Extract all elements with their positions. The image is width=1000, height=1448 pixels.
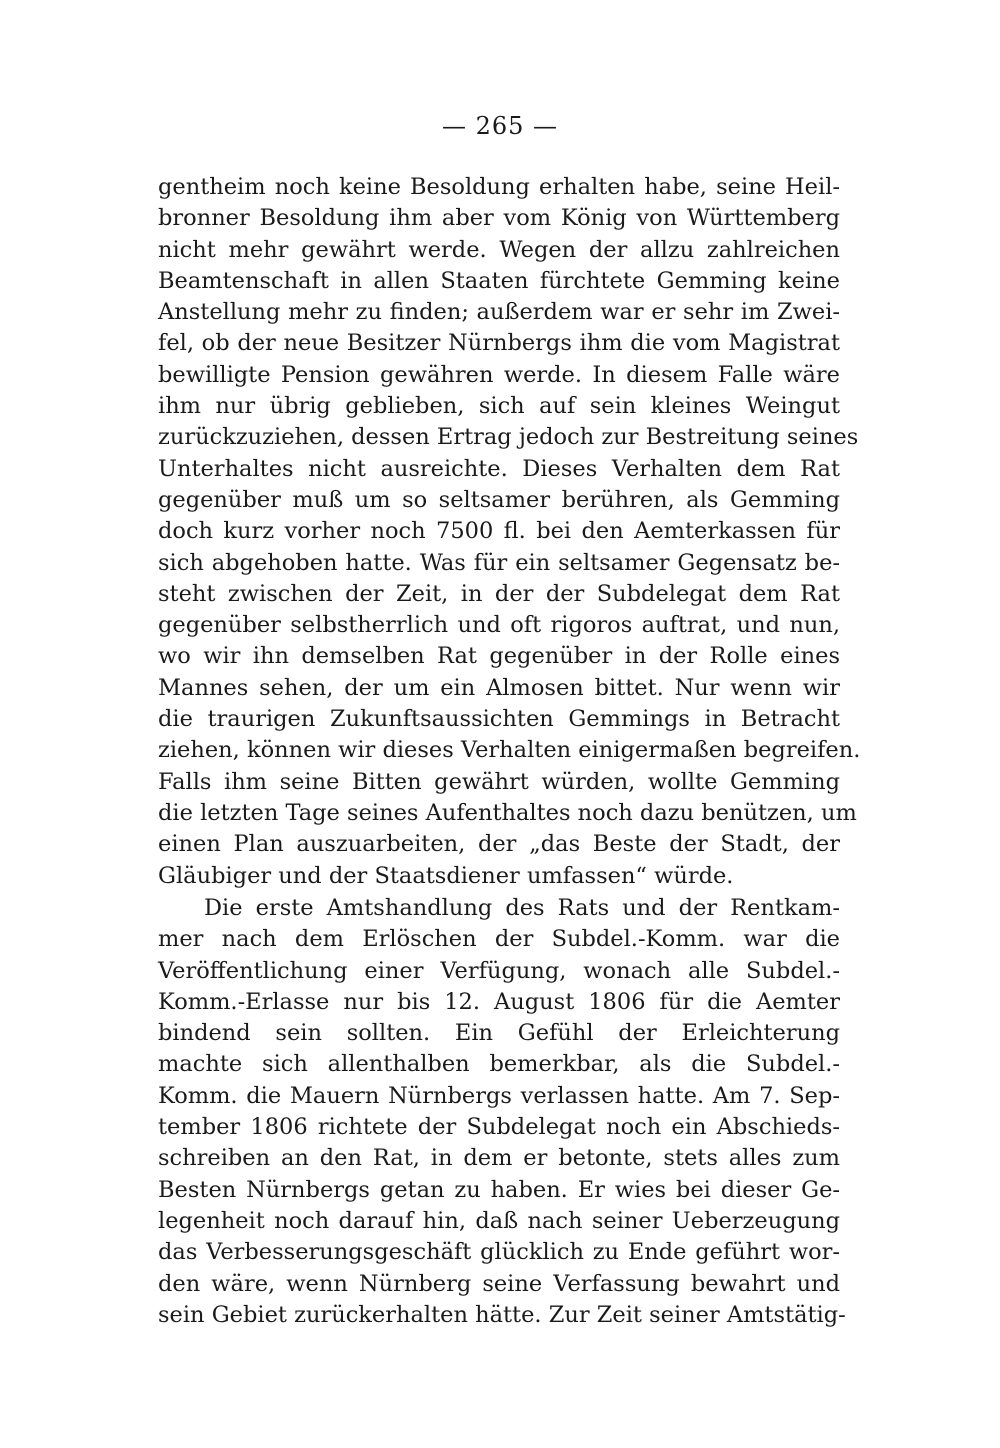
text-line: Mannes sehen, der um ein Almosen bittet. Nur wenn wir: [158, 674, 840, 701]
text-line: bronner Besoldung ihm aber vom König von Württemberg: [158, 205, 840, 232]
text-line: die letzten Tage seines Aufenthaltes noch dazu benützen, um: [158, 799, 857, 826]
text-line: Falls ihm seine Bitten gewährt würden, wollte Gemming: [158, 768, 840, 795]
text-line: wo wir ihn demselben Rat gegenüber in der Rolle eines: [158, 643, 840, 670]
text-line: doch kurz vorher noch 7500 fl. bei den Aemterkassen für: [158, 518, 840, 545]
text-line: bindend sein sollten. Ein Gefühl der Erleichterung: [158, 1020, 840, 1047]
text-line: Unterhaltes nicht ausreichte. Dieses Verhalten dem Rat: [158, 455, 840, 482]
text-line: Besten Nürnbergs getan zu haben. Er wies bei dieser Ge-: [158, 1176, 840, 1203]
page-number: — 265 —: [441, 112, 559, 140]
text-line: Anstellung mehr zu finden; außerdem war er sehr im Zwei-: [158, 299, 840, 326]
text-line: steht zwischen der Zeit, in der der Subdelegat dem Rat: [158, 580, 840, 607]
text-line: bewilligte Pension gewähren werde. In diesem Falle wäre: [158, 361, 840, 388]
text-line: fel, ob der neue Besitzer Nürnbergs ihm die vom Magistrat: [158, 330, 840, 357]
text-line: Komm. die Mauern Nürnbergs verlassen hatte. Am 7. Sep-: [158, 1082, 840, 1109]
text-line: gentheim noch keine Besoldung erhalten habe, seine Heil-: [158, 174, 840, 200]
text-line: ziehen, können wir dieses Verhalten einigermaßen begreifen.: [158, 737, 861, 764]
text-line: einen Plan auszuarbeiten, der „das Beste der Stadt, der: [158, 831, 840, 858]
text-line: den wäre, wenn Nürnberg seine Verfassung bewahrt und: [158, 1270, 840, 1297]
text-line: Gläubiger und der Staatsdiener umfassen“ würde.: [158, 862, 734, 889]
text-line: die traurigen Zukunftsaussichten Gemmings in Betracht: [158, 706, 840, 733]
text-line: nicht mehr gewährt werde. Wegen der allzu zahlreichen: [158, 236, 840, 263]
text-line: mer nach dem Erlöschen der Subdel.-Komm. war die: [158, 926, 840, 953]
text-line: Veröffentlichung einer Verfügung, wonach alle Subdel.-: [158, 957, 840, 984]
text-line: Die erste Amtshandlung des Rats und der Rentkam-: [204, 895, 840, 921]
text-line: ihm nur übrig geblieben, sich auf sein kleines Weingut: [158, 393, 840, 420]
text-line: tember 1806 richtete der Subdelegat noch ein Abschieds-: [158, 1114, 840, 1141]
text-line: legenheit noch darauf hin, daß nach seiner Ueberzeugung: [158, 1207, 840, 1234]
text-line: Komm.-Erlasse nur bis 12. August 1806 für die Aemter: [158, 988, 840, 1015]
paragraph-1: [158, 172, 861, 892]
text-line: sich abgehoben hatte. Was für ein seltsamer Gegensatz be-: [158, 549, 840, 576]
text-line: sein Gebiet zurückerhalten hätte. Zur Zeit seiner Amtstätig-: [158, 1301, 846, 1328]
text-line: gegenüber selbstherrlich und oft rigoros auftrat, und nun,: [158, 612, 840, 639]
text-line: gegenüber muß um so seltsamer berühren, als Gemming: [158, 486, 840, 513]
text-line: zurückzuziehen, dessen Ertrag jedoch zur Bestreitung seines: [158, 424, 859, 451]
text-line: machte sich allenthalben bemerkbar, als die Subdel.-: [158, 1051, 840, 1078]
text-line: Beamtenschaft in allen Staaten fürchtete Gemming keine: [158, 267, 840, 294]
text-line: das Verbesserungsgeschäft glücklich zu Ende geführt wor-: [158, 1239, 840, 1266]
text-line: schreiben an den Rat, in dem er betonte, stets alles zum: [158, 1145, 840, 1172]
paragraph-2: [158, 893, 846, 1331]
